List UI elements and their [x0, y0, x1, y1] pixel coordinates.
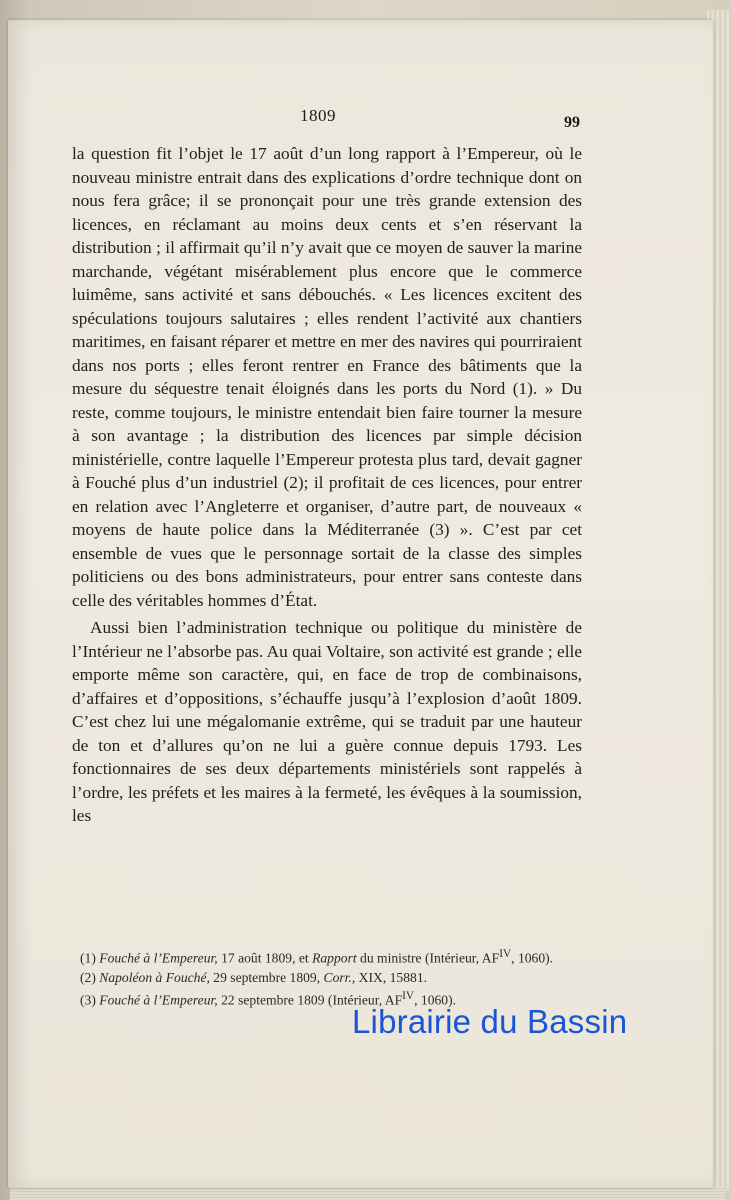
footnote-italic: Fouché à l’Empereur, [99, 950, 218, 966]
page-number: 99 [564, 114, 580, 131]
watermark: Librairie du Bassin [352, 1003, 628, 1040]
footnote-mark: (3) [80, 992, 96, 1008]
footnote-text: 17 août 1809, et [217, 950, 313, 966]
footnote-mark: (2) [80, 969, 96, 985]
footnote-text: , 1060). [511, 950, 554, 966]
footnote-text: , 1060). [414, 992, 457, 1008]
footnote-text: 29 septembre 1809, [209, 969, 324, 985]
footnote-sup: IV [499, 948, 512, 960]
footnote-text: , XIX, 15881. [351, 969, 428, 985]
footnote-mark: (1) [80, 950, 96, 966]
footnotes [74, 946, 584, 1010]
footnote-1 [74, 946, 584, 967]
paragraph-2: Aussi bien l’administration technique ou politique du ministère de l’Intérieur ne l’absorbe pas. Au quai Voltaire, son activité est grande ; elle emporte même son caractère, qui, en face de trop de combinaisons, d’affaires et d’oppositions, s’échauffe jusqu’à l’explosion d’août 1809. C’est chez lui une mégalomanie extrême, qui se traduit par une hauteur de ton et d’allures qu’on ne lui a guère connue depuis 1793. Les fonctionnaires de ses deux départements ministériels sont rappelés à l’ordre, les préfets et les maires à la fermeté, les évêques à la soumission, les [72, 618, 582, 825]
footnote-sup: IV [402, 989, 415, 1002]
footnote-italic: Fouché à l’Empereur, [99, 992, 218, 1008]
footnote-text: du ministre (Intérieur, AF [356, 950, 500, 966]
footnote-italic: Rapport [312, 950, 357, 966]
footnote-italic: Corr. [323, 969, 352, 985]
paragraph-1: la question fit l’objet le 17 août d’un long rapport à l’Empereur, où le nouveau ministre entrait dans des explications d’ordre technique dont on nous fera grâce; il se prononçait pour une très grande extension des licences, en réclamant au moins deux cents et s’en réservant la distribution ; il affirmait qu’il n’y avait que ce moyen de sauver la marine marchande, végétant misérablement plus encore que le commerce luimême, sans activité et sans débouchés. « Les licences excitent des spéculations toujours salutaires ; elles rendent l’activité aux chantiers maritimes, en faisant réparer et mettre en mer des navires qui pourriraient dans nos ports ; elles feront rentrer en France des bâtiments que la mesure du séquestre tenait éloignés dans les ports du Nord (1). » Du reste, comme toujours, le ministre entendait bien faire tourner la mesure à son avantage ; la distribution des licences par simple décision ministérielle, contre laquelle l’Empereur protesta plus tard, devait gagner à Fouché plus d’un industriel (2); il profitait de ces licences, pour entrer en relation avec l’Angleterre et organiser, d’autre part, de nouveaux « moyens de haute police dans la Méditerranée (3) ». C’est par cet ensemble de vues que le personnage sortait de la classe des simples politiciens ou des bons administrateurs, pour entrer sans conteste dans celle des véritables hommes d’État. [72, 144, 582, 610]
page-bottom-edges [10, 1186, 725, 1200]
footnote-text: 22 septembre 1809 (Intérieur, AF [217, 992, 403, 1008]
running-title: 1809 [300, 106, 336, 125]
footnote-italic: Napoléon à Fouché, [99, 969, 210, 985]
body-text [72, 142, 582, 828]
footnote-2 [74, 969, 584, 986]
